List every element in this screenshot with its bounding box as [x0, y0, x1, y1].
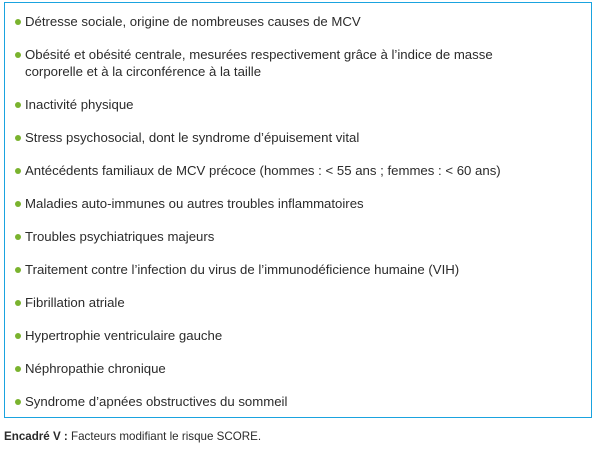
list-item-text: Hypertrophie ventriculaire gauche	[25, 328, 223, 343]
caption-text: Facteurs modifiant le risque SCORE.	[67, 430, 262, 443]
list-item-text: Fibrillation atriale	[25, 295, 125, 310]
list-item	[15, 46, 581, 80]
list-item-text: Antécédents familiaux de MCV précoce (hommes : < 55 ans ; femmes : < 60 ans)	[25, 163, 501, 178]
bullet-icon	[15, 19, 21, 25]
list-item-text: Détresse sociale, origine de nombreuses causes de MCV	[25, 14, 361, 29]
figure-caption	[4, 430, 261, 443]
list-item-text: Syndrome d’apnées obstructives du sommeil	[25, 394, 288, 409]
list-item	[15, 261, 581, 278]
bullet-icon	[15, 267, 21, 273]
list-item	[15, 360, 581, 377]
list-item-text: Inactivité physique	[25, 97, 134, 112]
caption-label: Encadré V :	[4, 430, 68, 443]
list-item	[15, 129, 581, 146]
bullet-icon	[15, 135, 21, 141]
list-item	[15, 195, 581, 212]
bullet-icon	[15, 52, 21, 58]
list-item-text: Stress psychosocial, dont le syndrome d’épuisement vital	[25, 130, 360, 145]
list-item	[15, 96, 581, 113]
list-item-text: Troubles psychiatriques majeurs	[25, 229, 215, 244]
list-item	[15, 327, 581, 344]
bullet-icon	[15, 168, 21, 174]
bullet-icon	[15, 201, 21, 207]
bullet-icon	[15, 102, 21, 108]
bullet-icon	[15, 366, 21, 372]
list-item	[15, 294, 581, 311]
risk-factors-box	[4, 2, 592, 418]
list-item	[15, 228, 581, 245]
list-item	[15, 162, 581, 179]
bullet-icon	[15, 399, 21, 405]
list-item-text: Maladies auto-immunes ou autres troubles inflammatoires	[25, 196, 364, 211]
list-item-text: Traitement contre l’infection du virus de l’immunodéficience humaine (VIH)	[25, 262, 460, 277]
bullet-icon	[15, 300, 21, 306]
list-item	[15, 13, 581, 30]
list-item-text: Néphropathie chronique	[25, 361, 166, 376]
bullet-icon	[15, 333, 21, 339]
list-item	[15, 393, 581, 410]
list-item-text-line2: corporelle et à la circonférence à la taille	[25, 64, 262, 79]
bullet-icon	[15, 234, 21, 240]
list-item-text-line1: Obésité et obésité centrale, mesurées respectivement grâce à l’indice de masse	[25, 47, 493, 62]
